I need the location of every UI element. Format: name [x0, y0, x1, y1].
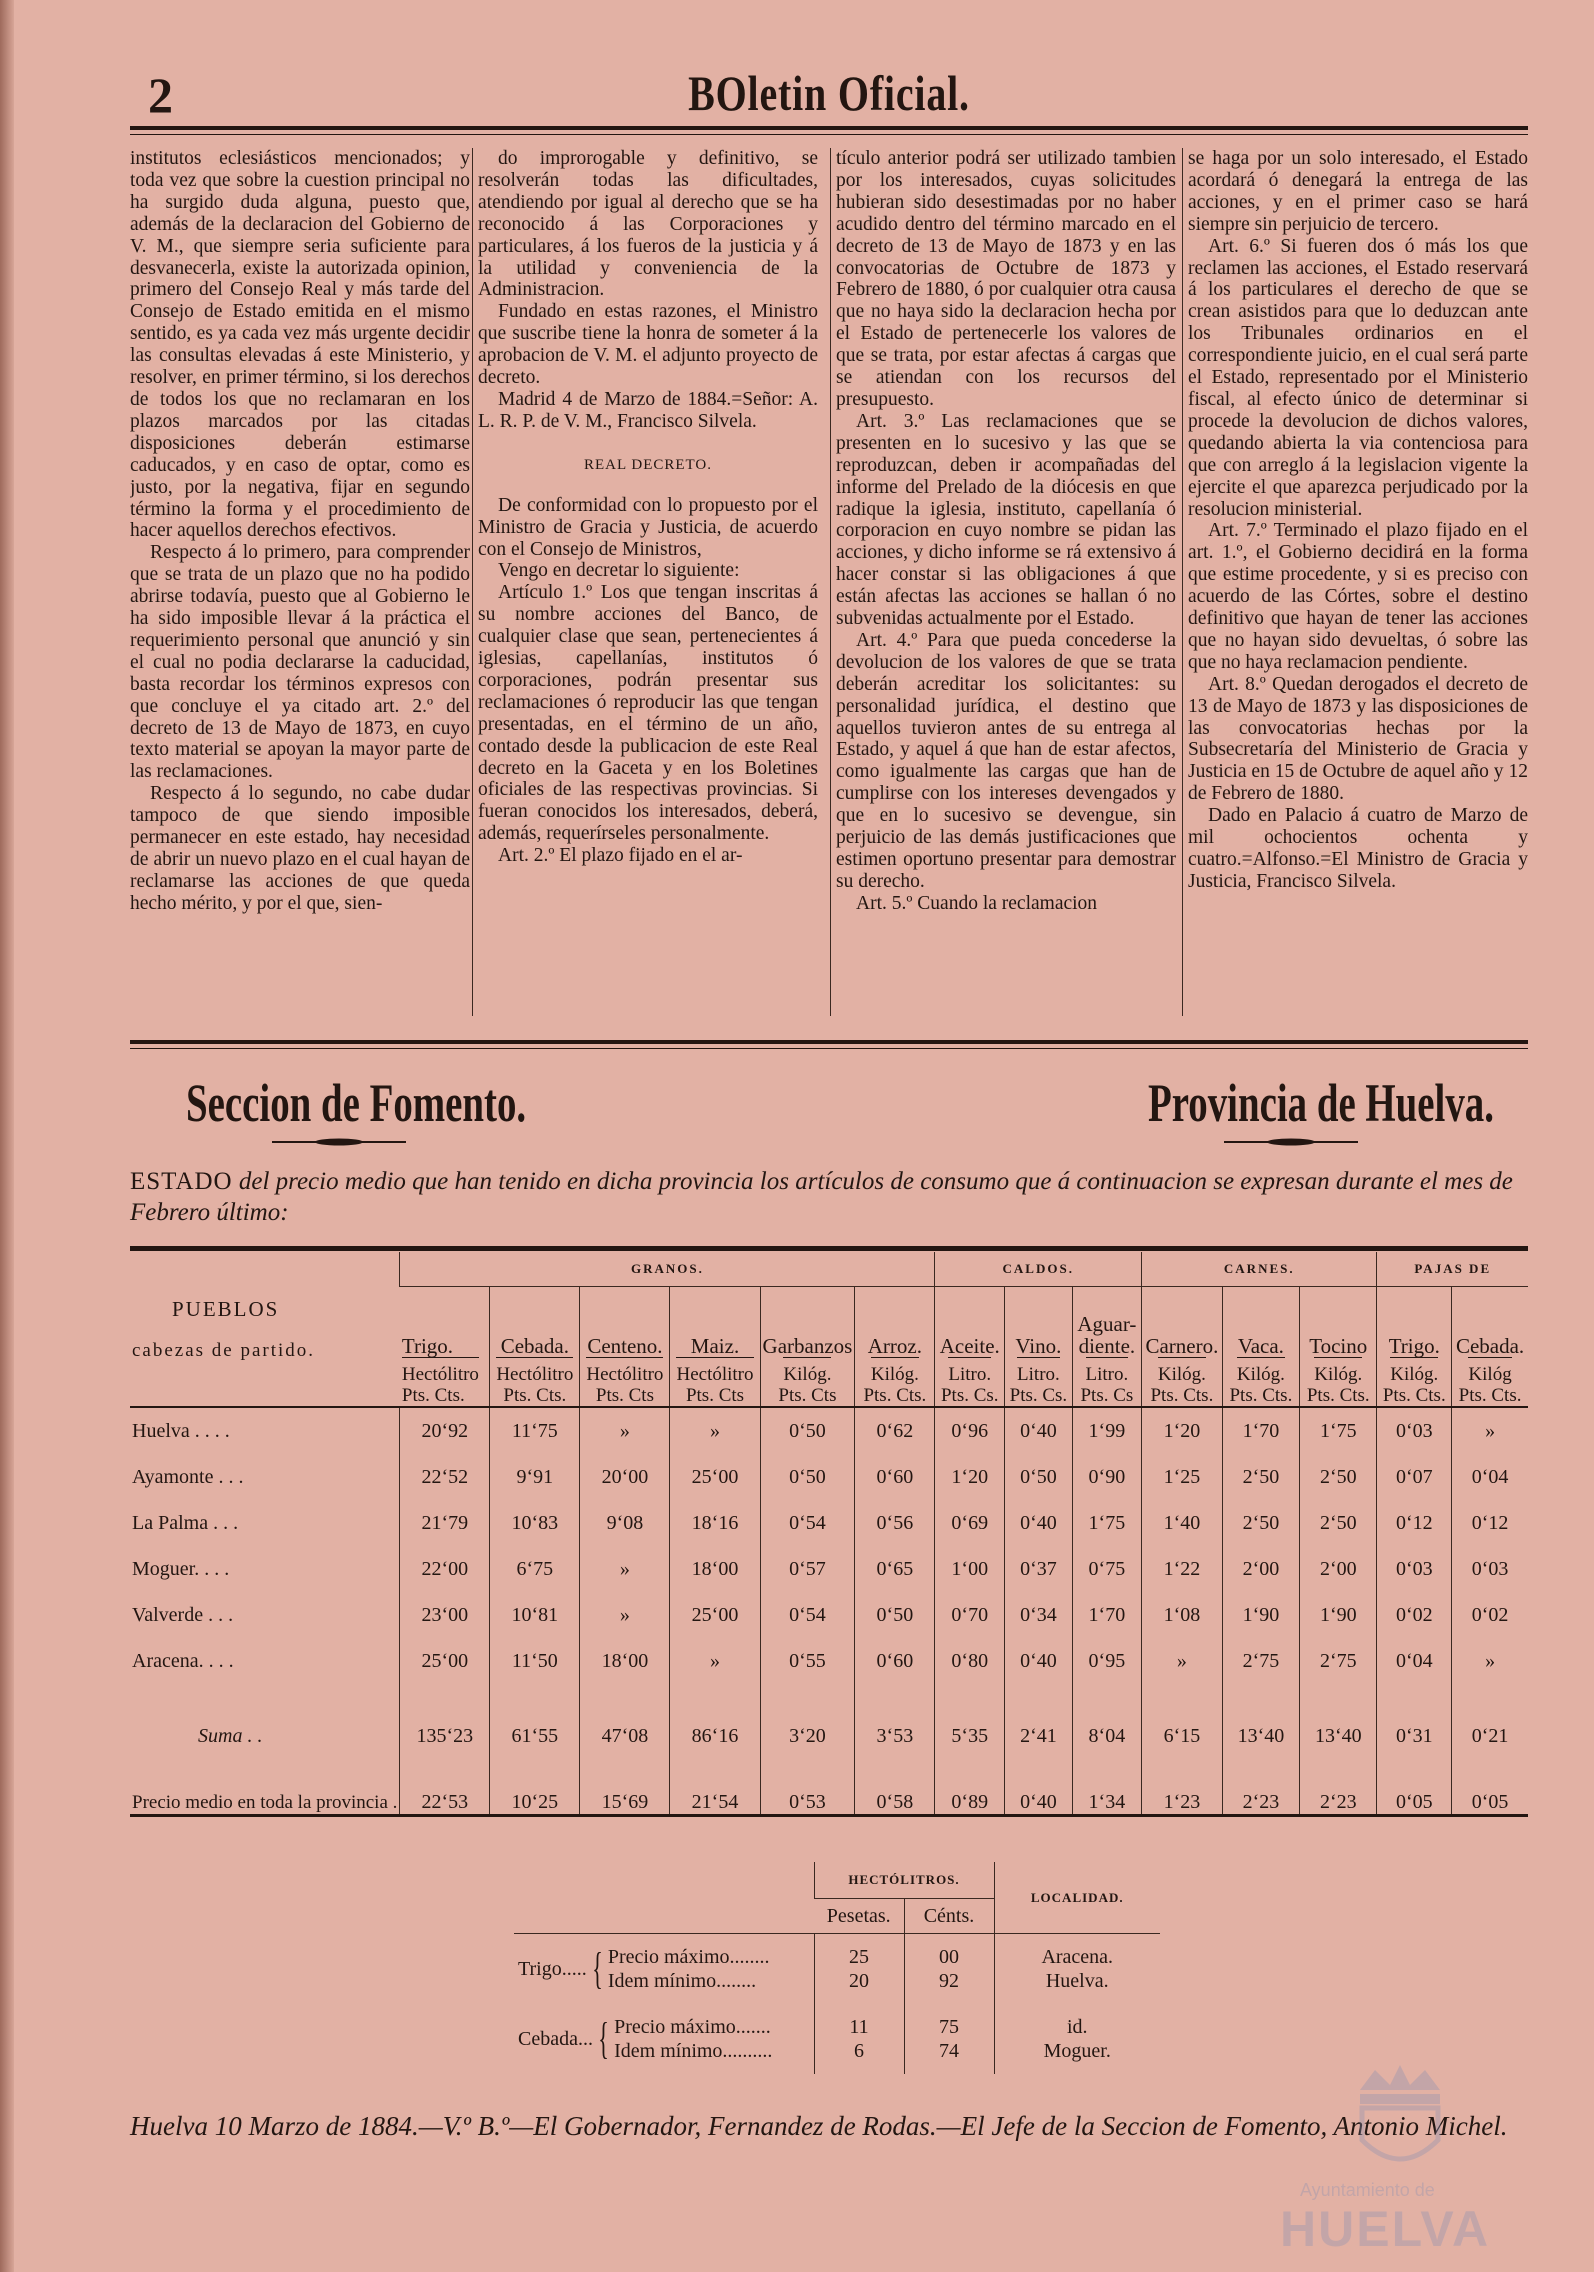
price-cell: 0‘37 — [1005, 1546, 1073, 1592]
product-header: Garbanzos — [760, 1287, 855, 1358]
table-row — [130, 1454, 1528, 1500]
product-header: Cebada. — [490, 1287, 580, 1358]
price-cell: 0‘50 — [760, 1454, 855, 1500]
unit-measure: Hectólitro — [676, 1357, 753, 1385]
price-cell: 0‘65 — [855, 1546, 935, 1592]
pesetas-cell — [814, 2004, 904, 2074]
unit-header — [1005, 1357, 1073, 1407]
paragraph: Art. 3.º Las reclamaciones que se presenten en lo sucesivo y las que se reproduzcan, deben ir acompañadas del informe del Prelado de la diócesis en que radique la iglesia, instituto, capellanía ó corporacion en cuyo nombre se pidan las acciones, y dicho informe se rá extensivo á hacer constar si las obligaciones á que están afectas las acciones se hallan ó no subvenidas actualmente por el Estado. — [836, 410, 1176, 630]
unit-measure: Hectólitro — [586, 1357, 663, 1385]
small-row — [514, 1934, 1160, 2005]
watermark-line2: HUELVA — [1280, 2201, 1491, 2257]
price-cell: 3‘53 — [855, 1684, 935, 1748]
product-header: Tocino — [1300, 1287, 1377, 1358]
price-label: Precio máximo....... — [614, 2016, 771, 2038]
price-cell: » — [1452, 1407, 1528, 1454]
price-cell: 21‘79 — [400, 1500, 490, 1546]
price-cell: 0‘05 — [1377, 1748, 1452, 1816]
price-cell: » — [670, 1638, 760, 1684]
table-row — [130, 1407, 1528, 1454]
section-rule — [130, 1040, 1528, 1044]
blank-header — [514, 1862, 814, 1934]
unit-measure: Kilóg. — [1158, 1357, 1206, 1385]
price-cell: 21‘54 — [670, 1748, 760, 1816]
price-cell: 1‘20 — [1142, 1407, 1223, 1454]
unit-currency: Pts. Cts. — [1150, 1385, 1214, 1406]
loc-value: Huelva. — [1045, 1970, 1109, 1992]
price-cell: 10‘81 — [490, 1592, 580, 1638]
price-cell: 18‘00 — [670, 1546, 760, 1592]
price-cell: 22‘53 — [400, 1748, 490, 1816]
pueblo-name: Precio medio en toda la provincia . — [130, 1748, 400, 1816]
table-row — [130, 1500, 1528, 1546]
table-row — [130, 1638, 1528, 1684]
price-cell: 0‘02 — [1452, 1592, 1528, 1638]
text-column-4 — [1188, 148, 1528, 1020]
pueblos-header — [130, 1252, 400, 1407]
price-cell: » — [580, 1546, 670, 1592]
section-rule-thin — [130, 1048, 1528, 1049]
pesetas-value: 6 — [854, 2040, 864, 2062]
price-cell: 0‘50 — [855, 1592, 935, 1638]
estado-caption — [130, 1166, 1528, 1228]
unit-measure: Kilóg. — [1314, 1357, 1362, 1385]
page-edge — [0, 0, 14, 2272]
newspaper-title: BOletin Oficial. — [688, 65, 970, 121]
price-cell: 1‘40 — [1142, 1500, 1223, 1546]
cents-value: 00 — [939, 1946, 959, 1968]
pesetas-value: 11 — [849, 2016, 869, 2038]
prices-table — [130, 1252, 1528, 1817]
unit-header — [400, 1357, 490, 1407]
price-cell: 2‘41 — [1005, 1684, 1073, 1748]
price-cell: 0‘04 — [1377, 1638, 1452, 1684]
price-cell: 0‘03 — [1377, 1407, 1452, 1454]
unit-currency: Pts. Cts. — [863, 1385, 927, 1406]
unit-currency: Pts. Cts. — [1306, 1385, 1370, 1406]
cabezas-label: cabezas de partido. — [132, 1339, 316, 1361]
price-cell: 0‘07 — [1377, 1454, 1452, 1500]
unit-measure: Hectólitro — [496, 1357, 573, 1385]
price-cell: 0‘40 — [1005, 1500, 1073, 1546]
price-cell: 0‘56 — [855, 1500, 935, 1546]
price-cell: 0‘96 — [935, 1407, 1005, 1454]
paragraph: Vengo en decretar lo siguiente: — [498, 560, 740, 582]
paragraph: Art. 5.º Cuando la reclamacion — [856, 892, 1098, 914]
price-cell: 1‘90 — [1222, 1592, 1299, 1638]
product-header: Cebada. — [1452, 1287, 1528, 1358]
price-cell: 0‘54 — [760, 1592, 855, 1638]
group-header: CALDOS. — [935, 1252, 1142, 1287]
price-cell: 61‘55 — [490, 1684, 580, 1748]
price-cell: 0‘40 — [1005, 1748, 1073, 1816]
loc-cell — [994, 1934, 1160, 2005]
paragraph: institutos eclesiásticos mencionados; y toda vez que sobre la cuestion principal no ha surgido duda alguna, puesto que, además de la declaracion del Gobierno de V. M., que siempre seria suficiente para desvanecerla, existe la autorizada opinion, primero del Consejo Real y más tarde del Consejo de Estado emitida en el mismo sentido, es ya cada vez más urgente decidir las consultas elevadas á este Ministerio, y resolver, en primer término, si los derechos de todos los que no reclamaran en los plazos marcados por las citadas disposiciones deberán estimarse caducados, y en caso de optar, como es justo, por la negativa, fijar en segundo término la forma y el procedimiento de hacer aquellos derechos efectivos. — [130, 148, 470, 542]
product-header: Aguar- diente. — [1072, 1287, 1141, 1358]
price-cell: 0‘62 — [855, 1407, 935, 1454]
watermark-line1: Ayuntamiento de — [1300, 2180, 1435, 2200]
group-header: PAJAS DE — [1377, 1252, 1528, 1287]
price-cell: 25‘00 — [670, 1454, 760, 1500]
cents-value: 75 — [939, 2016, 959, 2038]
paragraph: Art. 7.º Terminado el plazo fijado en el art. 1.º, el Gobierno decidirá en la forma que estime procedente, y si es preciso con acuerdo de las Córtes, sobre el destino definitivo que hayan de tener las acciones que no hayan sido devueltas, ó sobre las que no haya reclamacion pendiente. — [1188, 520, 1528, 673]
price-label: Precio máximo........ — [607, 1946, 770, 1968]
price-labels — [614, 2015, 772, 2063]
price-cell: 0‘89 — [935, 1748, 1005, 1816]
estado-text: del precio medio que han tenido en dicha provincia los artículos de consumo que á continuacion se expresan durante el mes de Febrero último: — [130, 1168, 1513, 1226]
product-header: Arroz. — [855, 1287, 935, 1358]
price-cell: 20‘92 — [400, 1407, 490, 1454]
table-row — [130, 1546, 1528, 1592]
paragraph: se haga por un solo interesado, el Estado acordará ó denegará la entrega de las acciones, y en el primer caso se hará siempre sin perjuicio de tercero. — [1188, 148, 1528, 235]
price-cell: 10‘83 — [490, 1500, 580, 1546]
price-cell: 2‘50 — [1222, 1500, 1299, 1546]
unit-measure: Kilóg. — [1390, 1357, 1438, 1385]
pesetas-value: 20 — [849, 1970, 869, 1992]
sum-row — [130, 1684, 1528, 1748]
product-header: Trigo. — [1377, 1287, 1452, 1358]
unit-header — [1300, 1357, 1377, 1407]
price-cell: 1‘90 — [1300, 1592, 1377, 1638]
price-cell: 6‘75 — [490, 1546, 580, 1592]
pesetas-cell — [814, 1934, 904, 2005]
column-separator — [1182, 148, 1183, 1016]
price-cell: 1‘99 — [1072, 1407, 1141, 1454]
brace-icon: { — [598, 2014, 609, 2063]
unit-currency: Pts. Cts. — [1382, 1385, 1446, 1406]
unit-header — [1452, 1357, 1528, 1407]
price-cell: 22‘00 — [400, 1546, 490, 1592]
paragraph: do improrogable y definitivo, se resolverán todas las dificultades, atendiendo por igual al derecho que se ha reconocido á las Corporaciones y particulares, á los fueros de la justicia y á la utilidad y conveniencia de la Administracion. — [478, 148, 818, 301]
price-cell: 6‘15 — [1142, 1684, 1223, 1748]
product-header: Vaca. — [1222, 1287, 1299, 1358]
unit-currency: Pts. Cts — [595, 1385, 654, 1406]
price-cell: 0‘57 — [760, 1546, 855, 1592]
pueblo-name: Moguer. . . . — [132, 1557, 230, 1580]
price-cell: 2‘50 — [1300, 1500, 1377, 1546]
price-labels — [608, 1945, 770, 1993]
price-cell: 0‘05 — [1452, 1748, 1528, 1816]
unit-measure: Litro. — [948, 1357, 991, 1385]
average-row — [130, 1748, 1528, 1816]
extremes-table — [514, 1862, 1160, 2074]
product-header: Carnero. — [1142, 1287, 1223, 1358]
price-label: Idem mínimo........ — [607, 1970, 757, 1992]
grain-name: Cebada... — [518, 2028, 593, 2050]
paragraph: Art. 8.º Quedan derogados el decreto de 13 de Mayo de 1873 y las disposiciones de las convocatorias hechas por la Subsecretaría del Ministerio de Gracia y Justicia en 15 de Octubre de aquel año y 12 de Febrero de 1880. — [1188, 673, 1528, 805]
product-header: Aceite. — [935, 1287, 1005, 1358]
price-cell: 0‘58 — [855, 1748, 935, 1816]
cents-value: 74 — [939, 2040, 959, 2062]
price-cell: 0‘50 — [760, 1407, 855, 1454]
unit-measure: Kilóg. — [871, 1357, 919, 1385]
small-col-header: Cénts. — [904, 1899, 994, 1934]
price-label: Idem mínimo.......... — [614, 2040, 773, 2062]
unit-header — [855, 1357, 935, 1407]
unit-measure: Kilóg. — [783, 1357, 831, 1385]
price-cell: 15‘69 — [580, 1748, 670, 1816]
price-cell: 0‘21 — [1452, 1684, 1528, 1748]
cents-value: 92 — [939, 1970, 959, 1992]
price-cell: 0‘50 — [1005, 1454, 1073, 1500]
price-cell: 0‘12 — [1452, 1500, 1528, 1546]
grain-cell — [514, 1934, 814, 2005]
grain-cell — [514, 2004, 814, 2074]
hectolitros-header: HECTÓLITROS. — [814, 1862, 994, 1899]
price-cell: 1‘00 — [935, 1546, 1005, 1592]
localidad-header: LOCALIDAD. — [994, 1862, 1160, 1934]
group-header-row — [130, 1252, 1528, 1287]
unit-currency: Pts. Cs. — [1009, 1385, 1068, 1406]
price-cell: » — [1142, 1638, 1223, 1684]
price-cell: 1‘75 — [1300, 1407, 1377, 1454]
price-cell: 0‘53 — [760, 1748, 855, 1816]
unit-header — [580, 1357, 670, 1407]
cents-cell — [904, 2004, 994, 2074]
unit-measure: Litro. — [1086, 1357, 1129, 1385]
price-cell: 2‘23 — [1300, 1748, 1377, 1816]
table-row — [130, 1592, 1528, 1638]
price-cell: 2‘50 — [1300, 1454, 1377, 1500]
price-cell: 0‘12 — [1377, 1500, 1452, 1546]
price-cell: 1‘22 — [1142, 1546, 1223, 1592]
product-header: Vino. — [1005, 1287, 1073, 1358]
footer-signature: Huelva 10 Marzo de 1884.—V.º B.º—El Gobernador, Fernandez de Rodas.—El Jefe de la Seccion de Fomento, Antonio Michel. — [130, 2111, 1508, 2141]
price-cell: 1‘75 — [1072, 1500, 1141, 1546]
paragraph: Dado en Palacio á cuatro de Marzo de mil ochocientos ochenta y cuatro.=Alfonso.=El Ministro de Gracia y Justicia, Francisco Silvela. — [1188, 805, 1528, 892]
price-cell: 20‘00 — [580, 1454, 670, 1500]
unit-header — [1142, 1357, 1223, 1407]
price-cell: 1‘23 — [1142, 1748, 1223, 1816]
paragraph: Art. 4.º Para que pueda concederse la devolucion de los valores de que se trata deberán acreditar los solicitantes: su personalidad jurídica, el destino que aquellos tuvieron antes de su entrega al Estado, y aquel á que han de estar afectos, como igualmente las cargas que han de cumplirse con los intereses devengados y que en lo sucesivo se devengue, sin perjuicio de las demás justificaciones que estimen oportuno presentar para demostrar su derecho. — [836, 629, 1176, 892]
page-header — [130, 64, 1528, 124]
unit-measure: Litro. — [1017, 1357, 1060, 1385]
group-header: CARNES. — [1142, 1252, 1377, 1287]
unit-header — [1222, 1357, 1299, 1407]
price-cell: 13‘40 — [1300, 1684, 1377, 1748]
product-header: Maiz. — [670, 1287, 760, 1358]
price-cell: 0‘95 — [1072, 1638, 1141, 1684]
header-rule — [130, 126, 1528, 130]
price-cell: 0‘02 — [1377, 1592, 1452, 1638]
unit-header — [935, 1357, 1005, 1407]
paragraph: De conformidad con lo propuesto por el Ministro de Gracia y Justicia, de acuerdo con el Consejo de Ministros, — [478, 494, 818, 560]
loc-value: Aracena. — [1041, 1946, 1114, 1968]
price-cell: 0‘54 — [760, 1500, 855, 1546]
price-cell: 25‘00 — [670, 1592, 760, 1638]
price-cell: 0‘90 — [1072, 1454, 1141, 1500]
price-cell: 2‘50 — [1222, 1454, 1299, 1500]
price-cell: 2‘23 — [1222, 1748, 1299, 1816]
price-cell: 23‘00 — [400, 1592, 490, 1638]
paragraph: Madrid 4 de Marzo de 1884.=Señor: A. L. R. P. de V. M., Francisco Silvela. — [478, 388, 818, 432]
price-cell: 18‘16 — [670, 1500, 760, 1546]
price-cell: 11‘75 — [490, 1407, 580, 1454]
crown-shield-icon — [1340, 2060, 1460, 2180]
price-cell: 2‘75 — [1222, 1638, 1299, 1684]
price-cell: 2‘00 — [1222, 1546, 1299, 1592]
product-header: Trigo. — [401, 1334, 454, 1358]
price-cell: 18‘00 — [580, 1638, 670, 1684]
ornament-left — [272, 1138, 406, 1146]
price-cell: 135‘23 — [400, 1684, 490, 1748]
paragraph: Artículo 1.º Los que tengan inscritas á su nombre acciones del Banco, de cualquier clase que sean, pertenecientes á iglesias, capellanías, institutos ó corporaciones, podrán presentar sus reclamaciones ó reproducir las que tengan presentadas, en el término de un año, contado desde la publicacion de este Real decreto en la Gaceta y en los Boletines oficiales de las respectivas provincias. Si fueran conocidos los interesados, deberá, además, requerírseles personalmente. — [478, 582, 818, 845]
column-separator — [830, 148, 831, 1016]
paragraph: Fundado en estas razones, el Ministro que suscribe tiene la honra de someter á la aprobacion de V. M. el adjunto proyecto de decreto. — [478, 301, 818, 389]
price-cell: » — [670, 1407, 760, 1454]
unit-currency: Pts. Cts. — [1458, 1385, 1522, 1406]
column-separator — [472, 148, 473, 1016]
price-cell: 9‘08 — [580, 1500, 670, 1546]
pesetas-value: 25 — [849, 1946, 869, 1968]
estado-label: ESTADO — [130, 1168, 233, 1195]
unit-header — [670, 1357, 760, 1407]
unit-measure: Kilóg — [1468, 1357, 1511, 1385]
price-cell: 47‘08 — [580, 1684, 670, 1748]
paragraph: Respecto á lo segundo, no cabe dudar tampoco de que siendo imposible permanecer en este estado, hay necesidad de abrir un nuevo plazo en el cual hayan de reclamarse las acciones de que queda hecho mérito, y por el que, sien- — [130, 783, 470, 914]
page-number: 2 — [148, 67, 173, 123]
pueblo-name: Ayamonte . . . — [132, 1465, 244, 1488]
price-cell: » — [580, 1407, 670, 1454]
price-cell: » — [580, 1592, 670, 1638]
small-row — [514, 2004, 1160, 2074]
price-cell: 0‘40 — [1005, 1638, 1073, 1684]
cents-cell — [904, 1934, 994, 2005]
price-cell: 0‘60 — [855, 1638, 935, 1684]
pueblo-name: La Palma . . . — [132, 1511, 239, 1534]
price-cell: 11‘50 — [490, 1638, 580, 1684]
pueblo-name: Huelva . . . . — [132, 1419, 230, 1442]
price-cell: 22‘52 — [400, 1454, 490, 1500]
pueblo-name: Valverde . . . — [132, 1603, 234, 1626]
pueblos-label: PUEBLOS — [172, 1296, 280, 1321]
unit-currency: Pts. Cts. — [1229, 1385, 1293, 1406]
price-cell: 0‘60 — [855, 1454, 935, 1500]
product-header: Centeno. — [580, 1287, 670, 1358]
text-column-2 — [478, 148, 818, 1020]
price-cell: 1‘34 — [1072, 1748, 1141, 1816]
price-cell: 2‘00 — [1300, 1546, 1377, 1592]
section-title: Seccion de Fomento. — [186, 1073, 527, 1133]
price-cell: 1‘70 — [1222, 1407, 1299, 1454]
price-cell: 86‘16 — [670, 1684, 760, 1748]
header-rule-thin — [130, 134, 1528, 135]
watermark-logo — [1280, 2060, 1550, 2260]
unit-currency: Pts. Cts — [685, 1385, 745, 1406]
price-cell: 9‘91 — [490, 1454, 580, 1500]
small-col-header: Pesetas. — [814, 1899, 904, 1934]
price-cell: 0‘03 — [1377, 1546, 1452, 1592]
paragraph: Respecto á lo primero, para comprender que se trata de un plazo que no ha podido abrirse todavía, puesto que al Gobierno le ha sido imposible llevar á la práctica el requerimiento personal que anunció y sin el cual no podia declararse la caducidad, basta recordar los términos expresos con que concluye el ya citado art. 2.º del decreto de 13 de Mayo de 1873, en cuyo texto material se apoyan la mayor parte de las reclamaciones. — [130, 542, 470, 783]
price-cell: 0‘34 — [1005, 1592, 1073, 1638]
unit-measure: Hectólitro — [402, 1357, 479, 1385]
pueblo-name: Suma . . — [198, 1725, 263, 1747]
price-cell: 0‘04 — [1452, 1454, 1528, 1500]
price-cell: 10‘25 — [490, 1748, 580, 1816]
price-cell: 0‘80 — [935, 1638, 1005, 1684]
unit-currency: Pts. Cts. — [401, 1385, 465, 1406]
decree-heading: REAL DECRETO. — [584, 456, 712, 473]
grain-name: Trigo..... — [518, 1958, 587, 1980]
price-cell: 13‘40 — [1222, 1684, 1299, 1748]
loc-cell — [994, 2004, 1160, 2074]
price-cell: » — [1452, 1638, 1528, 1684]
price-cell: 25‘00 — [400, 1638, 490, 1684]
paragraph: tículo anterior podrá ser utilizado tambien por los interesados, cuyas solicitudes hubieran sido desestimadas por no haber acudido dentro del término marcado en el decreto de 13 de Mayo de 1873 y en las convocatorias de Octubre de 1873 y Febrero de 1880, ó por cualquier otra causa que no haya sido la declaracion hecha por el Estado de pertenecerle los valores de que se trata, por estar afectas á cargas que se atiendan con los recursos del presupuesto. — [836, 148, 1176, 410]
price-cell: 0‘69 — [935, 1500, 1005, 1546]
price-cell: 1‘08 — [1142, 1592, 1223, 1638]
unit-currency: Pts. Cs. — [940, 1385, 999, 1406]
loc-value: id. — [1066, 2016, 1088, 2038]
text-column-1 — [130, 148, 470, 1020]
unit-currency: Pts. Cs — [1080, 1385, 1134, 1406]
price-cell: 1‘20 — [935, 1454, 1005, 1500]
table-top-rule — [130, 1246, 1528, 1251]
price-cell: 5‘35 — [935, 1684, 1005, 1748]
price-cell: 3‘20 — [760, 1684, 855, 1748]
brace-icon: { — [592, 1944, 603, 1993]
ornament-right — [1224, 1138, 1358, 1146]
group-header: GRANOS. — [400, 1252, 935, 1287]
loc-value: Moguer. — [1043, 2040, 1111, 2062]
pueblo-name: Aracena. . . . — [132, 1649, 234, 1672]
unit-header — [760, 1357, 855, 1407]
price-cell: 1‘70 — [1072, 1592, 1141, 1638]
unit-header — [1072, 1357, 1141, 1407]
small-group-row — [514, 1862, 1160, 1899]
price-cell: 2‘75 — [1300, 1638, 1377, 1684]
price-cell: 8‘04 — [1072, 1684, 1141, 1748]
price-cell: 0‘70 — [935, 1592, 1005, 1638]
price-cell: 0‘31 — [1377, 1684, 1452, 1748]
unit-measure: Kilóg. — [1237, 1357, 1285, 1385]
price-cell: 1‘25 — [1142, 1454, 1223, 1500]
price-cell: 0‘55 — [760, 1638, 855, 1684]
unit-header — [490, 1357, 580, 1407]
text-column-3 — [836, 148, 1176, 1020]
unit-header — [1377, 1357, 1452, 1407]
paragraph: Art. 2.º El plazo fijado en el ar- — [498, 845, 743, 867]
price-cell: 0‘40 — [1005, 1407, 1073, 1454]
unit-currency: Pts. Cts. — [503, 1385, 567, 1406]
price-cell: 0‘03 — [1452, 1546, 1528, 1592]
province-title: Provincia de Huelva. — [1148, 1073, 1494, 1133]
unit-currency: Pts. Cts — [778, 1385, 837, 1406]
paragraph: Art. 6.º Si fueren dos ó más los que reclamen las acciones, el Estado reservará á los particulares el derecho de que se crean asistidos para que lo deduzcan ante los Tribunales ordinarios en el correspondiente juicio, en el cual será parte el Estado, representado por el Ministerio fiscal, al efecto único de determinar si procede la devolucion de dichos valores, quedando abierta la via contenciosa para que con arreglo á la legislacion vigente la ejercite el que aparezca perjudicado por la resolucion ministerial. — [1188, 235, 1528, 520]
price-cell: 0‘75 — [1072, 1546, 1141, 1592]
